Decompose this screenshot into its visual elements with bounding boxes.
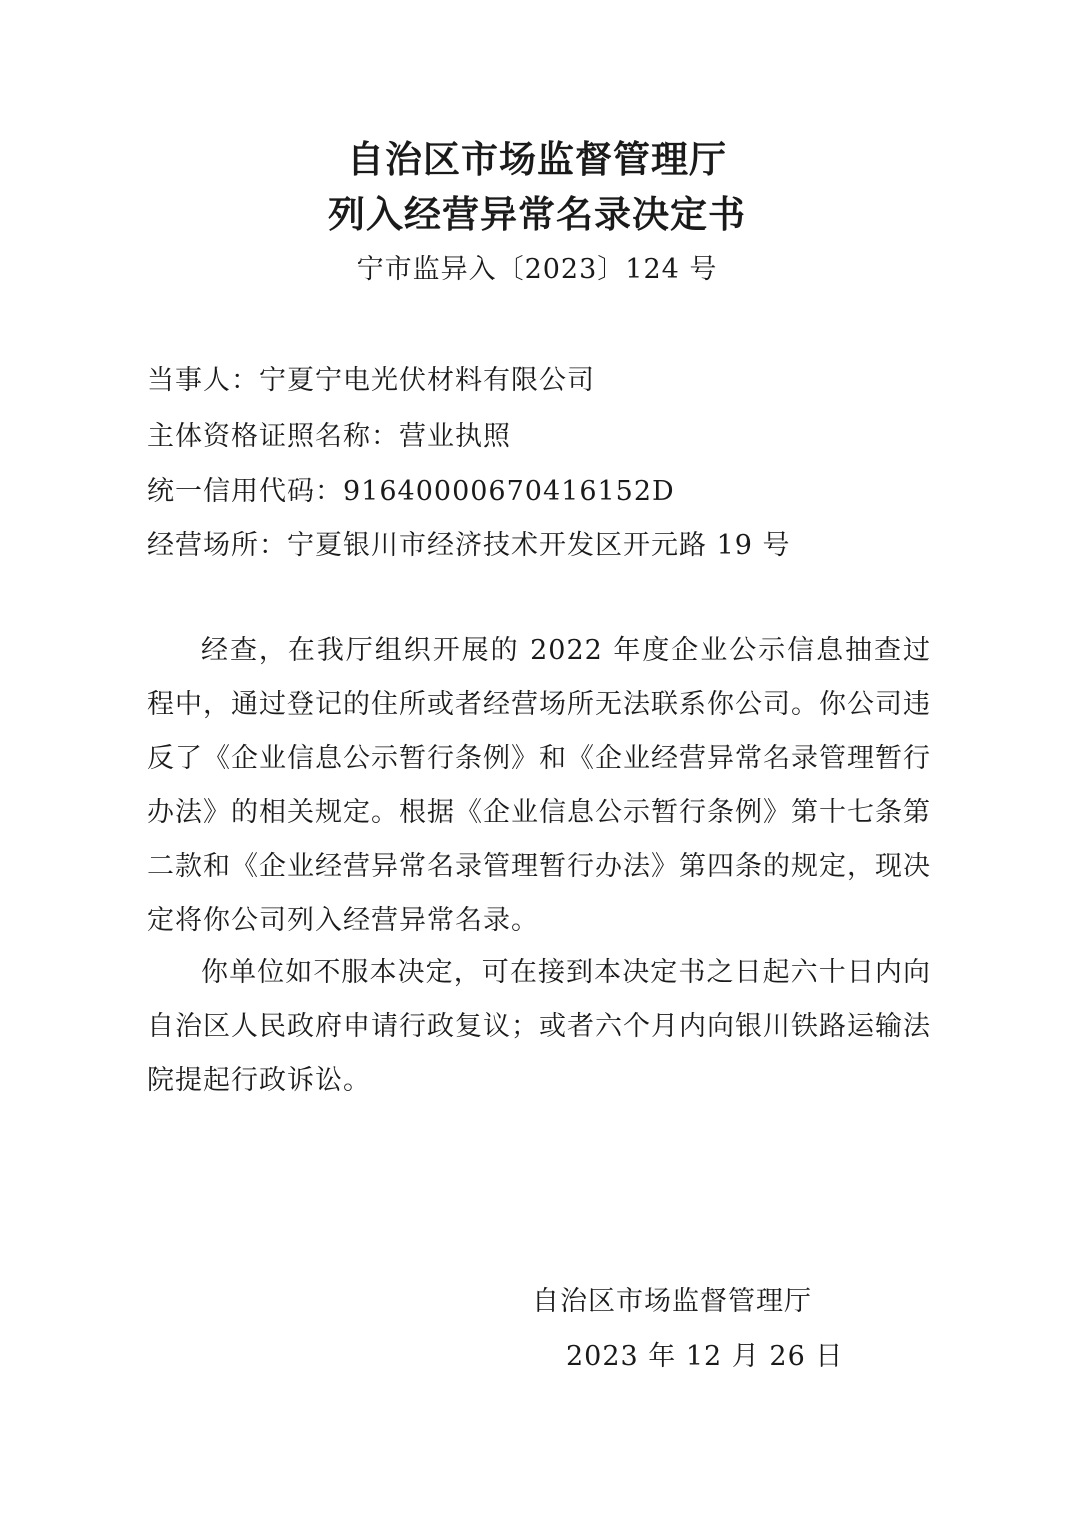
- license-type: 主体资格证照名称：营业执照: [147, 421, 511, 452]
- issuer-name: 自治区市场监督管理厅: [532, 1286, 812, 1317]
- document-number: 宁市监异入〔2023〕124 号: [356, 254, 718, 285]
- credit-code: 统一信用代码：91640000670416152D: [147, 476, 675, 507]
- appeal-paragraph: 你单位如不服本决定，可在接到本决定书之日起六十日内向自治区人民政府申请行政复议；或者六个月内向银川铁路运输法院提起行政诉讼。: [147, 957, 931, 1096]
- issue-date: 2023 年 12 月 26 日: [566, 1341, 844, 1372]
- decision-paragraph: 经查，在我厅组织开展的 2022 年度企业公示信息抽查过程中，通过登记的住所或者经营场所无法联系你公司。你公司违反了《企业信息公示暂行条例》和《企业经营异常名录管理暂行办法》的相关规定。根据《企业信息公示暂行条例》第十七条第二款和《企业经营异常名录管理暂行办法》第四条的规定，现决定将你公司列入经营异常名录。: [147, 635, 931, 936]
- document-title-line1: 自治区市场监督管理厅: [347, 138, 727, 181]
- document-title-line2: 列入经营异常名录决定书: [328, 193, 746, 236]
- party-name: 当事人：宁夏宁电光伏材料有限公司: [147, 365, 595, 396]
- business-address: 经营场所：宁夏银川市经济技术开发区开元路 19 号: [147, 530, 791, 561]
